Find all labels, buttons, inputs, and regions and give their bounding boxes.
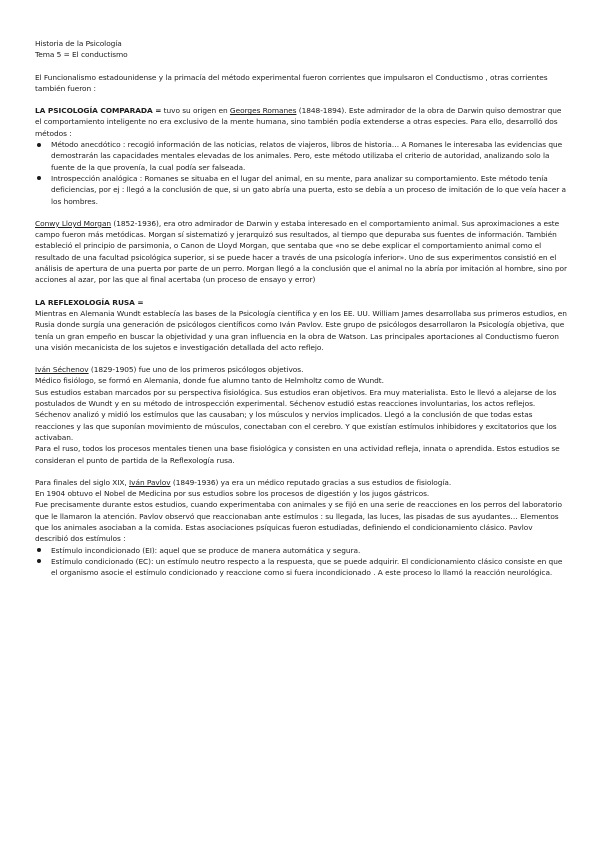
pavlov-line1 [35,477,567,488]
morgan-name: Conwy Lloyd Morgan [35,218,112,228]
pavlov-line2: En 1904 obtuvo el Nobel de Medicina por sus estudios sobre los procesos de digestión y los jugos gástricos. [35,489,430,499]
reflexologia-heading: LA REFLEXOLOGÍA RUSA = [35,297,144,307]
comparada-text-b: (1848-1894). Este admirador de la obra de Darwin quiso demostrar que el comportamiento inteligente no era exclusivo de la mente humana, sino también podía extenderse a otras especies. Para ello, desarrolló dos métodos : [35,106,562,138]
bullet-icon [37,559,41,563]
comparada-text-a: tuvo su origen en [161,106,230,116]
document-header [35,38,567,61]
section-reflexologia [35,297,567,353]
pavlov-name: Iván Pavlov [129,477,171,487]
romanes-name: Georges Romanes [229,106,297,116]
section-sechenov [35,364,567,466]
course-title: Historia de la Psicología [35,39,122,48]
sechenov-line2: Médico fisiólogo, se formó en Alemania, donde fue alumno tanto de Helmholtz como de Wundt. [35,376,384,386]
bullet-text: Método anecdótico : recogió información de las noticias, relatos de viajeros, libros de historia… A Romanes le interesaba las evidencias que demostrarán las capacidades mentales elevadas de los animales. Pero, este método utilizaba el criterio de autoridad, analizando solo la fuente de la que provenía, la cual podía ser falseada. [51,140,563,172]
bullet-icon [37,176,41,180]
intro-paragraph: El Funcionalismo estadounidense y la primacía del método experimental fueron corrientes que impulsaron el Conductismo , otras corrientes también fueron : [35,72,548,93]
sechenov-line1 [35,364,567,375]
comparada-heading: LA PSICOLOGÍA COMPARADA = [35,106,162,116]
list-item [35,556,567,579]
morgan-paragraph [35,218,567,286]
pavlov-paragraph: Fue precisamente durante estos estudios, cuando experimentaba con animales y se fijó en una serie de reacciones en los perros del laboratorio que le llamaron la atención. Pavlov observó que reaccionaban ante estímulos : su llegada, las luces, las pisadas de sus ayudantes… Elementos que los animales asociaban a la comida. Estas asociaciones psíquicas fueron estudiadas, definiendo el condicionamiento clásico. Pavlov describió dos estímulos : [35,500,562,544]
section-pavlov [35,477,567,579]
bullet-text: Estímulo condicionado (EC): un estímulo neutro respecto a la respuesta, que se puede adquirir. El condicionamiento clásico consiste en que el organismo asocie el estímulo condicionado y reaccione como si fuera incondicionado . A este proceso lo llamó la reacción neurológica. [51,556,563,578]
bullet-text: Estímulo incondicionado (EI): aquel que se produce de manera automática y segura. [51,545,361,555]
bullet-icon [37,143,41,147]
sechenov-line1-text: (1829-1905) fue uno de los primeros psicólogos objetivos. [88,365,304,375]
comparada-paragraph [35,105,567,139]
document-page [35,38,567,578]
morgan-text: (1852-1936), era otro admirador de Darwin y estaba interesado en el comportamiento animal. Sus aproximaciones a este campo fueron más metódicas. Morgan sí sistematizó y jerarquizó sus resultados, al tiempo que depuraba sus fuentes de información. También estableció el principio de parsimonia, o Canon de Lloyd Morgan, que sentaba que «no se debe explicar el comportamiento animal como el resultado de una facultad psicológica superior, si se puede hacer a través de una psicología inferior». Uno de sus experimentos consistió en el análisis de apertura de una puerta por parte de un perro. Morgan llegó a la conclusión que el animal no la abría por imitación al hombre, sino por acciones al azar, por las que al final acertaba (un proceso de ensayo y error) [35,218,567,285]
pavlov-stimuli-list [35,545,567,579]
topic-title: Tema 5 = El conductismo [35,50,128,60]
list-item [35,545,567,556]
reflexologia-paragraph: Mientras en Alemania Wundt establecía las bases de la Psicología científica y en los EE. UU. William James desarrollaba sus primeros estudios, en Rusia donde surgía una generación de psicólogos científicos como Iván Pavlov. Este grupo de psicólogos desarrollaron la Psicología objetiva, que tenía un gran empeño en buscar la objetividad y una gran influencia en la obra de Watson. Las principales aportaciones al Conductismo fueron una visión mecanicista de los sujetos e investigación detallada del acto reflejo. [35,308,567,352]
bullet-icon [37,548,41,552]
list-item [35,139,567,173]
comparada-methods-list [35,139,567,207]
list-item [35,173,567,207]
sechenov-name: Iván Séchenov [35,365,89,375]
section-comparada [35,105,567,207]
pavlov-line1-text: (1849-1936) ya era un médico reputado gracias a sus estudios de fisiología. [170,477,452,487]
sechenov-paragraph-1: Sus estudios estaban marcados por su perspectiva fisiológica. Sus estudios eran objetivos. Era muy materialista. Esto le llevó a alejarse de los postulados de Wundt y en su método de introspección experimental. Séchenov estudió estas reacciones involuntarias, los actos reflejos. Séchenov analizó y midió los estímulos que las causaban; y los músculos y nervios implicados. Llegó a la conclusión de que todas estas reacciones y las que suponían movimiento de músculos, conectaban con el cerebro. Y que existían estímulos inhibidores y excitatorios que los activaban. [35,387,557,442]
sechenov-paragraph-2: Para el ruso, todos los procesos mentales tienen una base fisiológica y consisten en una actividad refleja, innata o aprendida. Estos estudios se consideran el punto de partida de la Reflexología rusa. [35,444,560,465]
pavlov-line1-lead: Para finales del siglo XIX, [35,477,130,487]
bullet-text: Introspección analógica : Romanes se situaba en el lugar del animal, en su mente, para analizar su comportamiento. Este método tenía deficiencias, por ej : llegó a la conclusión de que, si un gato abría una puerta, esto se debía a un proceso de imitación de lo que veía hacer a los hombres. [51,173,567,206]
